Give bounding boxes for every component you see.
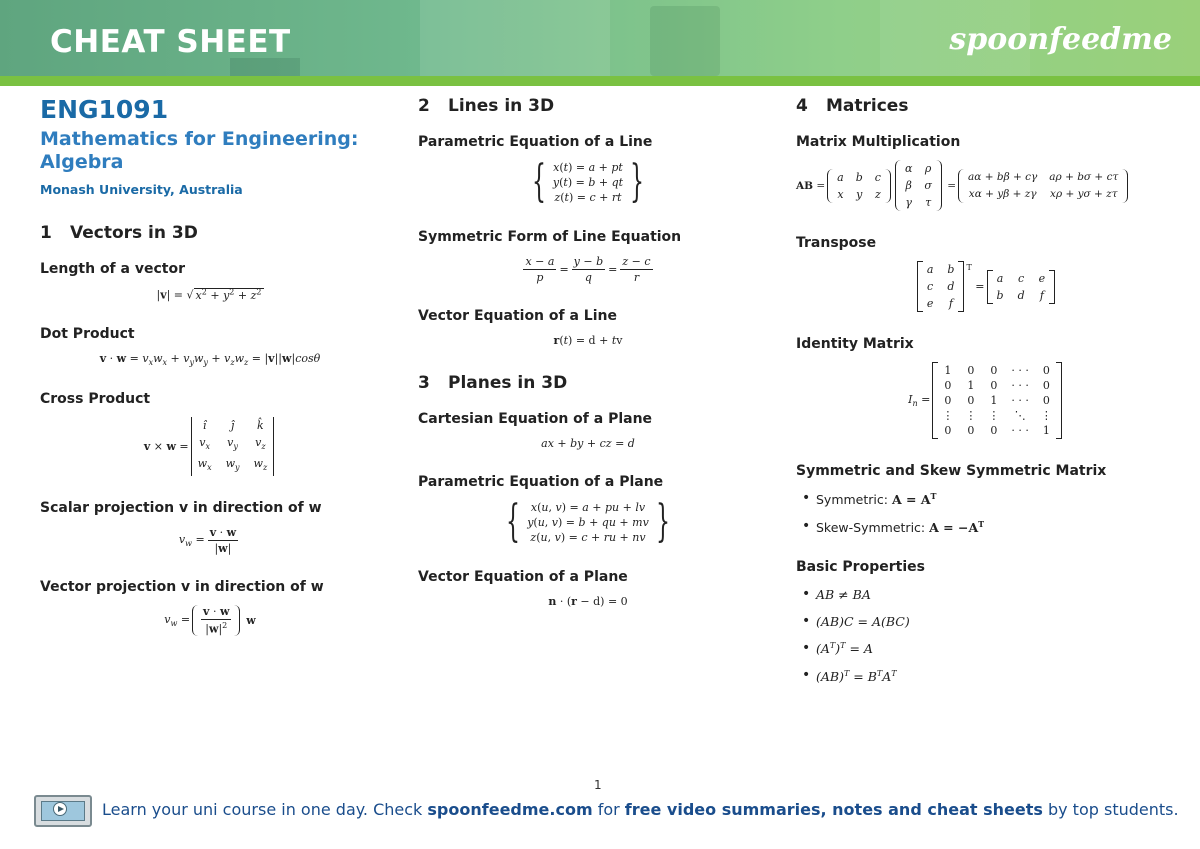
subheading-line-symmetric: Symmetric Form of Line Equation — [418, 229, 682, 245]
university-name: Monash University, Australia — [40, 182, 243, 197]
subheading-scalar-projection: Scalar projection v in direction of w — [40, 500, 322, 517]
brand-logo[interactable]: spoonfeedme — [949, 22, 1172, 57]
formula-plane-vector: n · (r − d) = 0 — [548, 595, 628, 608]
header-banner — [0, 0, 1200, 86]
subheading-matrix-multiplication: Matrix Multiplication — [796, 134, 961, 150]
formula-transpose: a b c d e f $^T$ = a c e b d f — [796, 261, 1176, 312]
symmetric-list — [796, 491, 1176, 535]
list-item: • $(AB)^T = B^TA^T$ — [796, 668, 1176, 683]
subheading-symmetric-skew: Symmetric and Skew Symmetric Matrix — [796, 463, 1107, 479]
subheading-line-vector: Vector Equation of a Line — [418, 308, 617, 324]
formula-plane-parametric: { x(u, v) = a + pu + lv y(u, v) = b + qu + mv z(u, v) = c + ru + nv } — [506, 496, 670, 547]
section-heading-matrices: 4 Matrices — [796, 96, 909, 116]
list-item: • Symmetric: $A = A^T$ — [796, 491, 1176, 507]
footer-banner — [0, 790, 1200, 830]
subheading-dot-product: Dot Product — [40, 325, 135, 342]
video-play-icon[interactable] — [34, 795, 92, 827]
header-decoration — [420, 0, 610, 76]
list-item: • $(A^T)^T = A$ — [796, 641, 1176, 656]
subheading-plane-cartesian: Cartesian Equation of a Plane — [418, 411, 653, 427]
subheading-plane-vector: Vector Equation of a Plane — [418, 569, 628, 585]
formula-vector-projection: $v_w$ = $\frac{v \cdot w}{|w|^2}$ w — [164, 605, 256, 636]
page-number: 1 — [594, 778, 602, 792]
formula-dot-product: $v \cdot w = v_xw_x + v_yw_y + v_zw_z = |v||w|\cos\theta$ — [99, 351, 321, 367]
formula-plane-cartesian: ax + by + cz = d — [541, 437, 635, 450]
subheading-basic-properties: Basic Properties — [796, 559, 925, 576]
formula-cross-product: v × w = î ĵ k̂ $v_x$ $v_y$ $v_z$ $w_x$ $w_y$ $w_z$ — [40, 417, 380, 476]
section-heading-planes: 3 Planes in 3D — [418, 373, 568, 393]
footer-promo-text: Learn your uni course in one day. Check spoonfeedme.com for free video summaries, notes and cheat sheets by top students. — [102, 800, 1179, 819]
header-stripe — [0, 76, 1200, 86]
header-decoration — [230, 58, 300, 78]
formula-matrix-multiplication: AB = a b c x y z α ρ β σ γ τ = aα + bβ + cγ aρ + bσ + cτ xα + yβ + zγ xρ + yσ + zτ — [796, 160, 1176, 211]
column-2 — [418, 96, 758, 608]
course-name: Mathematics for Engineering: Algebra — [40, 128, 359, 173]
subheading-transpose: Transpose — [796, 235, 877, 251]
header-decoration — [650, 6, 720, 76]
subheading-vector-length: Length of a vector — [40, 261, 185, 277]
list-item: • (AB)C = A(BC) — [796, 614, 1176, 629]
subheading-identity-matrix: Identity Matrix — [796, 336, 914, 352]
section-heading-lines: 2 Lines in 3D — [418, 96, 555, 116]
formula-scalar-projection: $v_w$ = $\frac{v \cdot w}{|w|}$ — [178, 526, 237, 556]
cheat-sheet-title: CHEAT SHEET — [50, 24, 291, 60]
subheading-vector-projection: Vector projection v in direction of w — [40, 579, 324, 596]
formula-line-parametric: { x(t) = a + pt y(t) = b + qt z(t) = c + rt } — [531, 156, 645, 207]
list-item: • Skew-Symmetric: $A = -A^T$ — [796, 519, 1176, 535]
list-item: • AB ≠ BA — [796, 587, 1176, 602]
formula-identity-matrix: $I_n$ = 1 0 0 · · · 0 0 1 0 · · · 0 0 0 1 · · · 0 ⋮ ⋮ ⋮ ⋱ ⋮ 0 0 0 · · · 1 — [796, 362, 1176, 439]
formula-line-vector: r(t) = d + tv — [553, 334, 623, 347]
footer-link[interactable]: spoonfeedme.com — [427, 800, 593, 819]
footer-highlight: free video summaries, notes and cheat sheets — [624, 800, 1043, 819]
formula-line-symmetric: $\frac{x - a}{p}$ = $\frac{y - b}{q}$ = $\frac{z - c}{r}$ — [525, 255, 651, 284]
subheading-cross-product: Cross Product — [40, 390, 151, 407]
subheading-plane-parametric: Parametric Equation of a Plane — [418, 474, 664, 490]
basic-properties-list — [796, 587, 1176, 683]
formula-vector-length: |v| = √ $x^2 + y^2 + z^2$ — [156, 287, 262, 302]
column-3 — [796, 96, 1176, 684]
subheading-line-parametric: Parametric Equation of a Line — [418, 134, 653, 150]
column-1 — [40, 96, 380, 636]
section-heading-vectors: 1 Vectors in 3D — [40, 223, 198, 243]
course-code: ENG1091 — [40, 95, 169, 124]
